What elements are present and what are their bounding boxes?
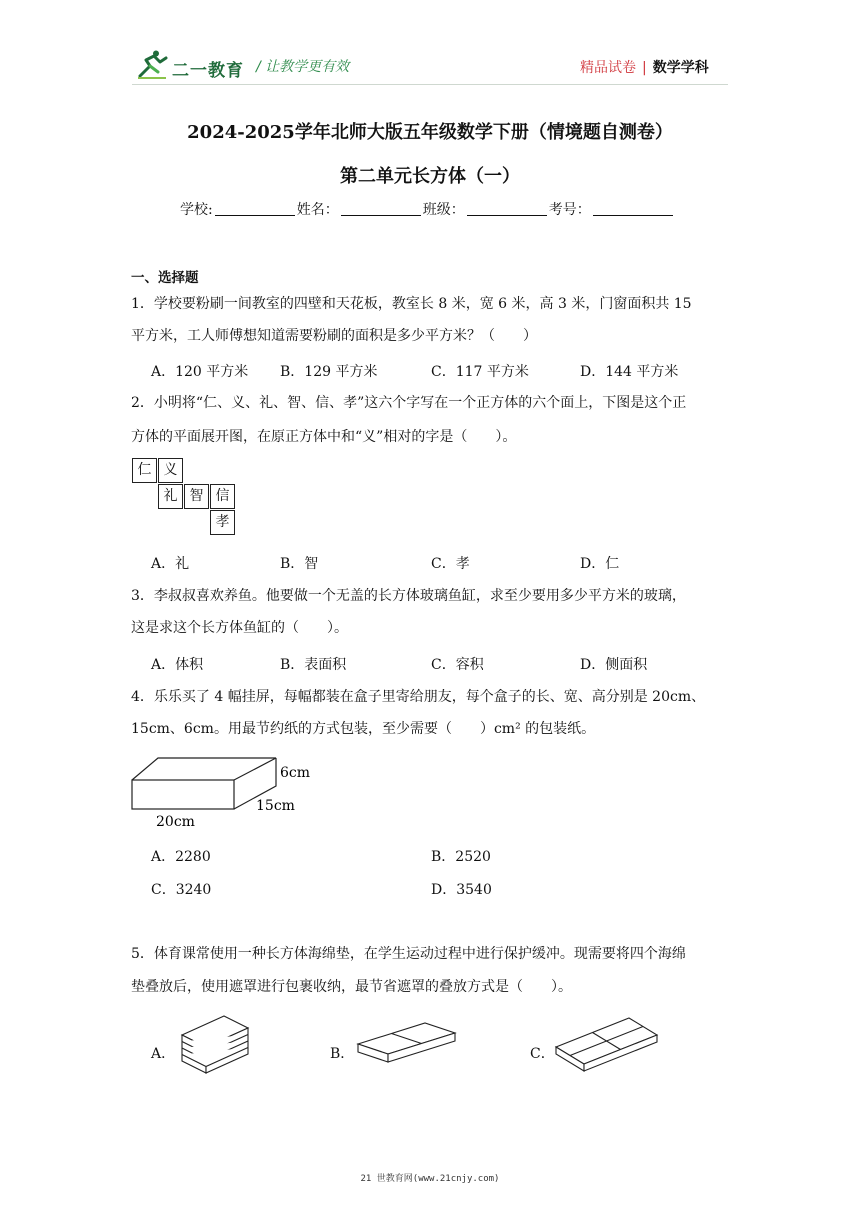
length-label: 20cm [156, 814, 195, 830]
slogan: / 让教学更有效 [256, 59, 350, 75]
header-divider [132, 84, 728, 85]
question-3-line1: 3．李叔叔喜欢养鱼。他要做一个无盖的长方体玻璃鱼缸，求至少要用多少平方米的玻璃， [131, 588, 686, 604]
q1-option-b[interactable]: B．129 平方米 [280, 364, 378, 380]
question-3-line2: 这是求这个长方体鱼缸的（ ）。 [131, 620, 348, 636]
q3-option-a[interactable]: A．体积 [151, 657, 204, 673]
q5-option-b[interactable]: B． [330, 1046, 355, 1062]
name-label: 姓名： [296, 202, 339, 218]
question-5-line2: 垫叠放后，使用遮罩进行包裹收纳，最节省遮罩的叠放方式是（ ）。 [131, 979, 572, 995]
page-title: 2024-2025学年北师大版五年级数学下册（情境题自测卷） [187, 122, 673, 143]
question-4-line1: 4．乐乐买了 4 幅挂屏，每幅都装在盒子里寄给朋友，每个盒子的长、宽、高分别是 20cm、 [131, 689, 706, 705]
net-cell: 义 [158, 458, 183, 483]
school-field[interactable] [215, 201, 295, 216]
net-cell: 信 [210, 484, 235, 509]
q4-option-a[interactable]: A．2280 [151, 849, 211, 865]
page-footer: 21 世教育网(www.21cnjy.com) [360, 1174, 500, 1184]
question-1-line1: 1．学校要粉刷一间教室的四壁和天花板，教室长 8 米，宽 6 米，高 3 米，门窗面积共 15 [131, 296, 692, 312]
q5-option-c[interactable]: C． [530, 1046, 555, 1062]
height-label: 6cm [280, 765, 311, 781]
net-cell: 智 [184, 484, 209, 509]
logo [136, 50, 246, 80]
q4-option-c[interactable]: C．3240 [151, 882, 212, 898]
running-man-logo-icon [136, 50, 170, 80]
two-by-one-mats-figure [355, 1020, 459, 1064]
net-cell: 礼 [158, 484, 183, 509]
q2-option-a[interactable]: A．礼 [151, 556, 190, 572]
q3-option-d[interactable]: D．侧面积 [580, 657, 648, 673]
question-1-line2: 平方米，工人师傅想知道需要粉刷的面积是多少平方米？（ ） [131, 328, 537, 344]
q1-option-a[interactable]: A．120 平方米 [151, 364, 249, 380]
class-field[interactable] [467, 201, 547, 216]
q4-option-b[interactable]: B．2520 [431, 849, 491, 865]
header-subject [580, 57, 709, 77]
q4-option-d[interactable]: D．3540 [431, 882, 492, 898]
logo-text: 二一教育 [172, 61, 244, 81]
net-cell: 仁 [132, 458, 157, 483]
header-label-quality: 精品试卷 [580, 60, 636, 76]
square-mats-figure [553, 1014, 661, 1074]
q5-option-a[interactable]: A． [151, 1046, 176, 1062]
name-field[interactable] [341, 201, 421, 216]
stacked-mats-figure [178, 1012, 254, 1074]
question-5-line1: 5．体育课常使用一种长方体海绵垫，在学生运动过程中进行保护缓冲。现需要将四个海绵 [131, 946, 686, 962]
question-4-line2: 15cm、6cm。用最节约纸的方式包装，至少需要（ ）cm² 的包装纸。 [131, 721, 596, 737]
page-subtitle: 第二单元长方体（一） [340, 166, 520, 187]
q2-option-d[interactable]: D．仁 [580, 556, 620, 572]
number-field[interactable] [593, 201, 673, 216]
net-cell: 孝 [210, 510, 235, 535]
number-label: 考号： [548, 202, 591, 218]
q3-option-c[interactable]: C．容积 [431, 657, 484, 673]
school-label: 学校: [180, 202, 213, 218]
student-info-line [180, 199, 675, 219]
question-2-line1: 2．小明将“仁、义、礼、智、信、孝”这六个字写在一个正方体的六个面上，下图是这个正 [131, 395, 687, 411]
q2-option-c[interactable]: C．孝 [431, 556, 470, 572]
q3-option-b[interactable]: B．表面积 [280, 657, 347, 673]
header-separator: | [642, 60, 647, 76]
section-heading: 一、选择题 [131, 270, 199, 286]
q1-option-c[interactable]: C．117 平方米 [431, 364, 529, 380]
q2-option-b[interactable]: B．智 [280, 556, 319, 572]
header-label-subject: 数学学科 [652, 60, 709, 76]
q1-option-d[interactable]: D．144 平方米 [580, 364, 679, 380]
cuboid-box-figure [128, 752, 328, 832]
cube-net-figure [132, 458, 242, 538]
width-label: 15cm [256, 798, 295, 814]
class-label: 班级： [422, 202, 465, 218]
question-2-line2: 方体的平面展开图，在原正方体中和“义”相对的字是（ ）。 [131, 429, 517, 445]
